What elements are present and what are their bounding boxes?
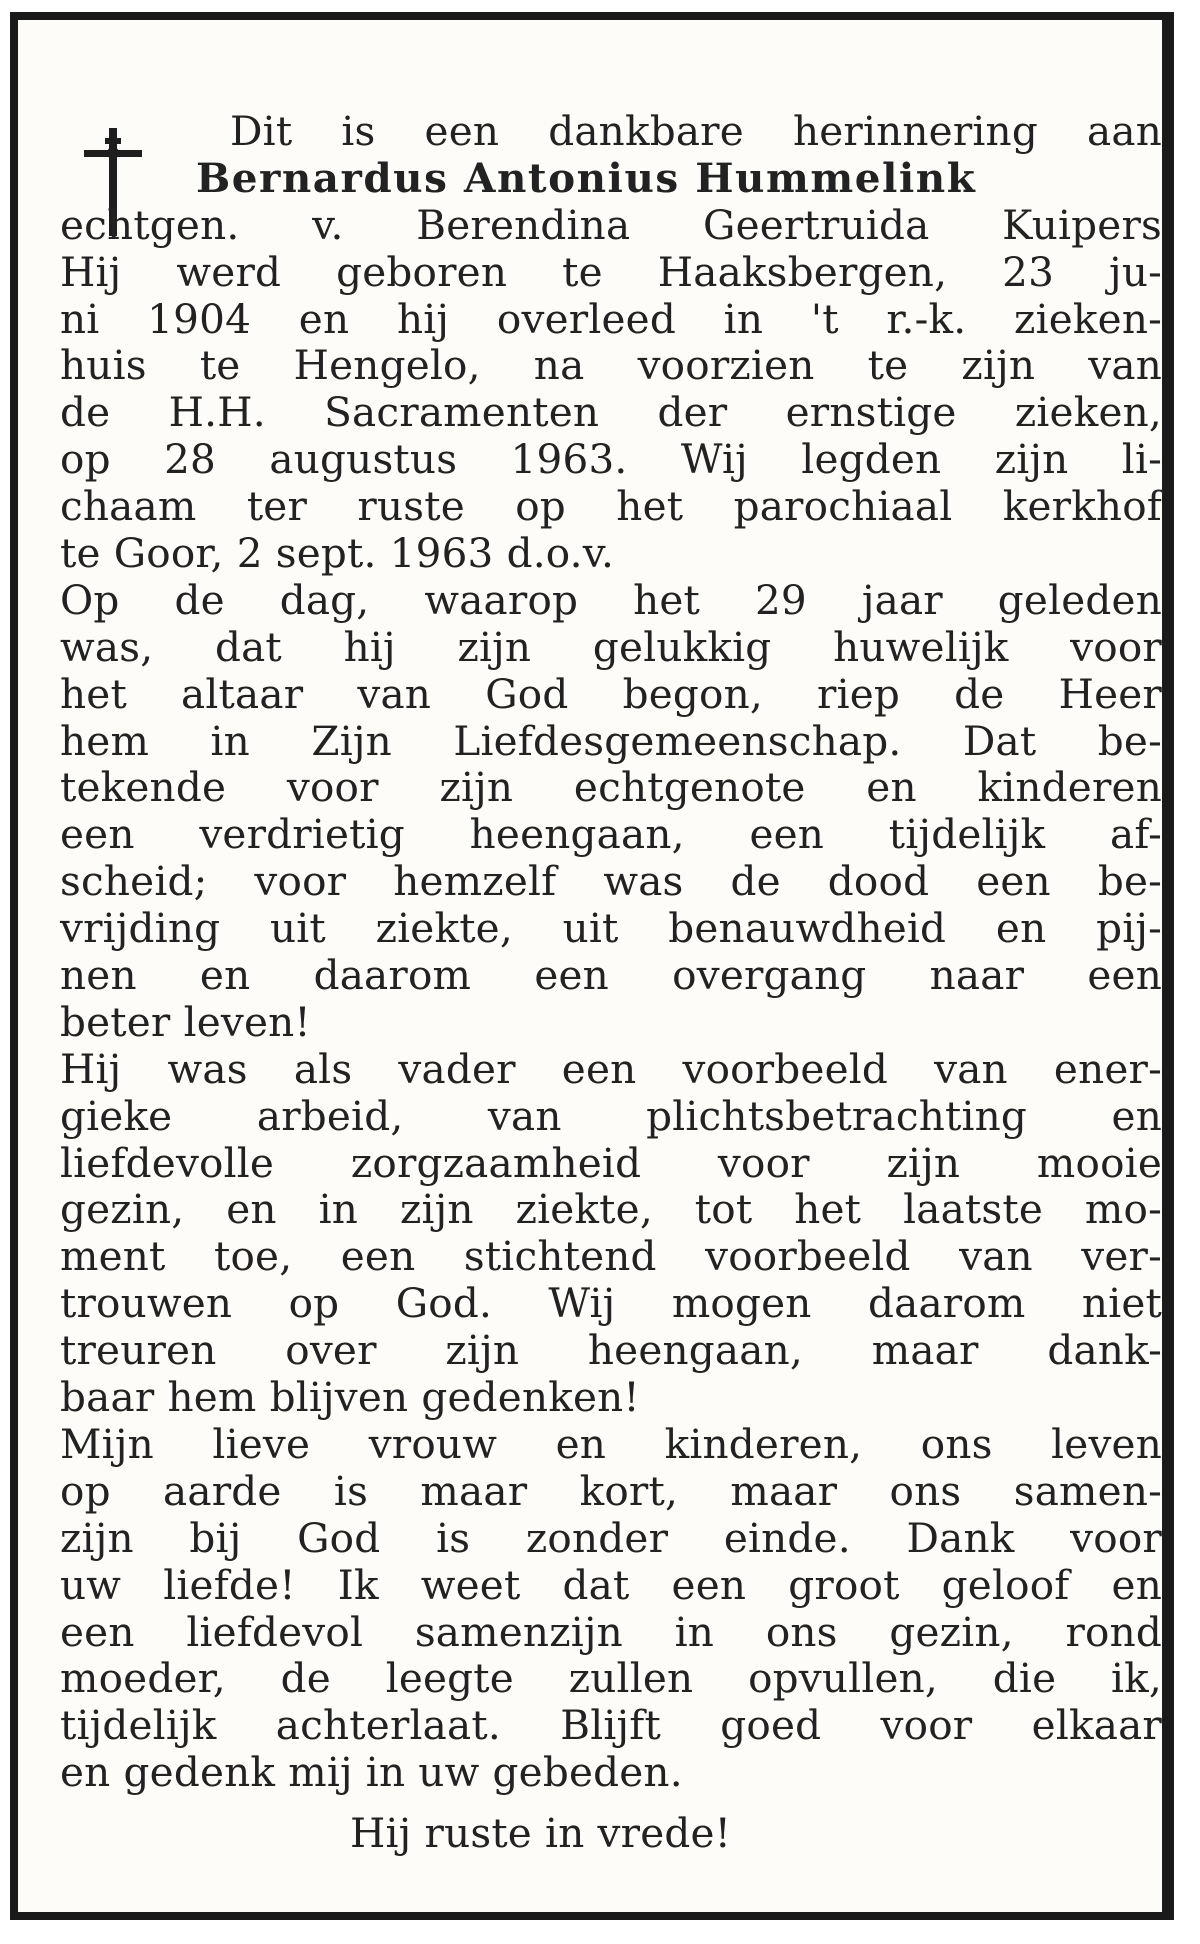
text-line: moeder, de leegte zullen opvullen, die ik,: [60, 1654, 1162, 1703]
text-line: tijdelijk achterlaat. Blijft goed voor elkaar: [60, 1701, 1162, 1750]
text-line: Hij werd geboren te Haaksbergen, 23 ju-: [60, 247, 1162, 296]
text-line: echtgen. v. Berendina Geertruida Kuipers: [60, 200, 1162, 249]
text-line: huis te Hengelo, na voorzien te zijn van: [60, 341, 1162, 390]
text-line: gezin, en in zijn ziekte, tot het laatste mo-: [60, 1185, 1162, 1234]
text-line: baar hem blijven gedenken!: [60, 1373, 640, 1422]
text-line: chaam ter ruste op het parochiaal kerkhof: [60, 482, 1162, 531]
text-line: Mijn lieve vrouw en kinderen, ons leven: [60, 1419, 1162, 1468]
text-line: was, dat hij zijn gelukkig huwelijk voor: [60, 622, 1162, 671]
text-line: de H.H. Sacramenten der ernstige zieken,: [60, 388, 1162, 437]
text-line: op aarde is maar kort, maar ons samen-: [60, 1466, 1162, 1515]
text-line: Hij was als vader een voorbeeld van ener-: [60, 1044, 1162, 1093]
text-line: hem in Zijn Liefdesgemeenschap. Dat be-: [60, 716, 1162, 765]
text-line: treuren over zijn heengaan, maar dank-: [60, 1326, 1162, 1375]
text-line: vrijding uit ziekte, uit benauwdheid en pij-: [60, 904, 1162, 953]
text-line: trouwen op God. Wij mogen daarom niet: [60, 1279, 1162, 1328]
text-line: beter leven!: [60, 997, 311, 1046]
text-line: scheid; voor hemzelf was de dood een be-: [60, 857, 1162, 906]
text-line: ni 1904 en hij overleed in 't r.-k. zieken-: [60, 294, 1162, 343]
text-line: uw liefde! Ik weet dat een groot geloof en: [60, 1560, 1162, 1609]
text-line: en gedenk mij in uw gebeden.: [60, 1748, 683, 1797]
text-line: ment toe, een stichtend voorbeeld van ver-: [60, 1232, 1162, 1281]
closing-line: Hij ruste in vrede!: [350, 1809, 732, 1858]
memorial-text: [60, 108, 1162, 1857]
text-line: zijn bij God is zonder einde. Dank voor: [60, 1513, 1162, 1562]
intro-line: Dit is een dankbare herinnering aan: [230, 107, 1162, 155]
text-line: liefdevolle zorgzaamheid voor zijn mooie: [60, 1138, 1162, 1187]
deceased-name: Bernardus Antonius Hummelink: [196, 153, 977, 202]
text-line: een liefdevol samenzijn in ons gezin, rond: [60, 1607, 1162, 1656]
text-line: tekende voor zijn echtgenote en kinderen: [60, 763, 1162, 812]
text-line: een verdrietig heengaan, een tijdelijk af-: [60, 810, 1162, 859]
text-line: Op de dag, waarop het 29 jaar geleden: [60, 575, 1162, 624]
text-line: nen en daarom een overgang naar een: [60, 951, 1162, 1000]
text-line: te Goor, 2 sept. 1963 d.o.v.: [60, 529, 615, 578]
text-line: gieke arbeid, van plichtsbetrachting en: [60, 1091, 1162, 1140]
text-line: op 28 augustus 1963. Wij legden zijn li-: [60, 435, 1162, 484]
memorial-card: [10, 12, 1174, 1920]
text-line: het altaar van God begon, riep de Heer: [60, 669, 1162, 718]
